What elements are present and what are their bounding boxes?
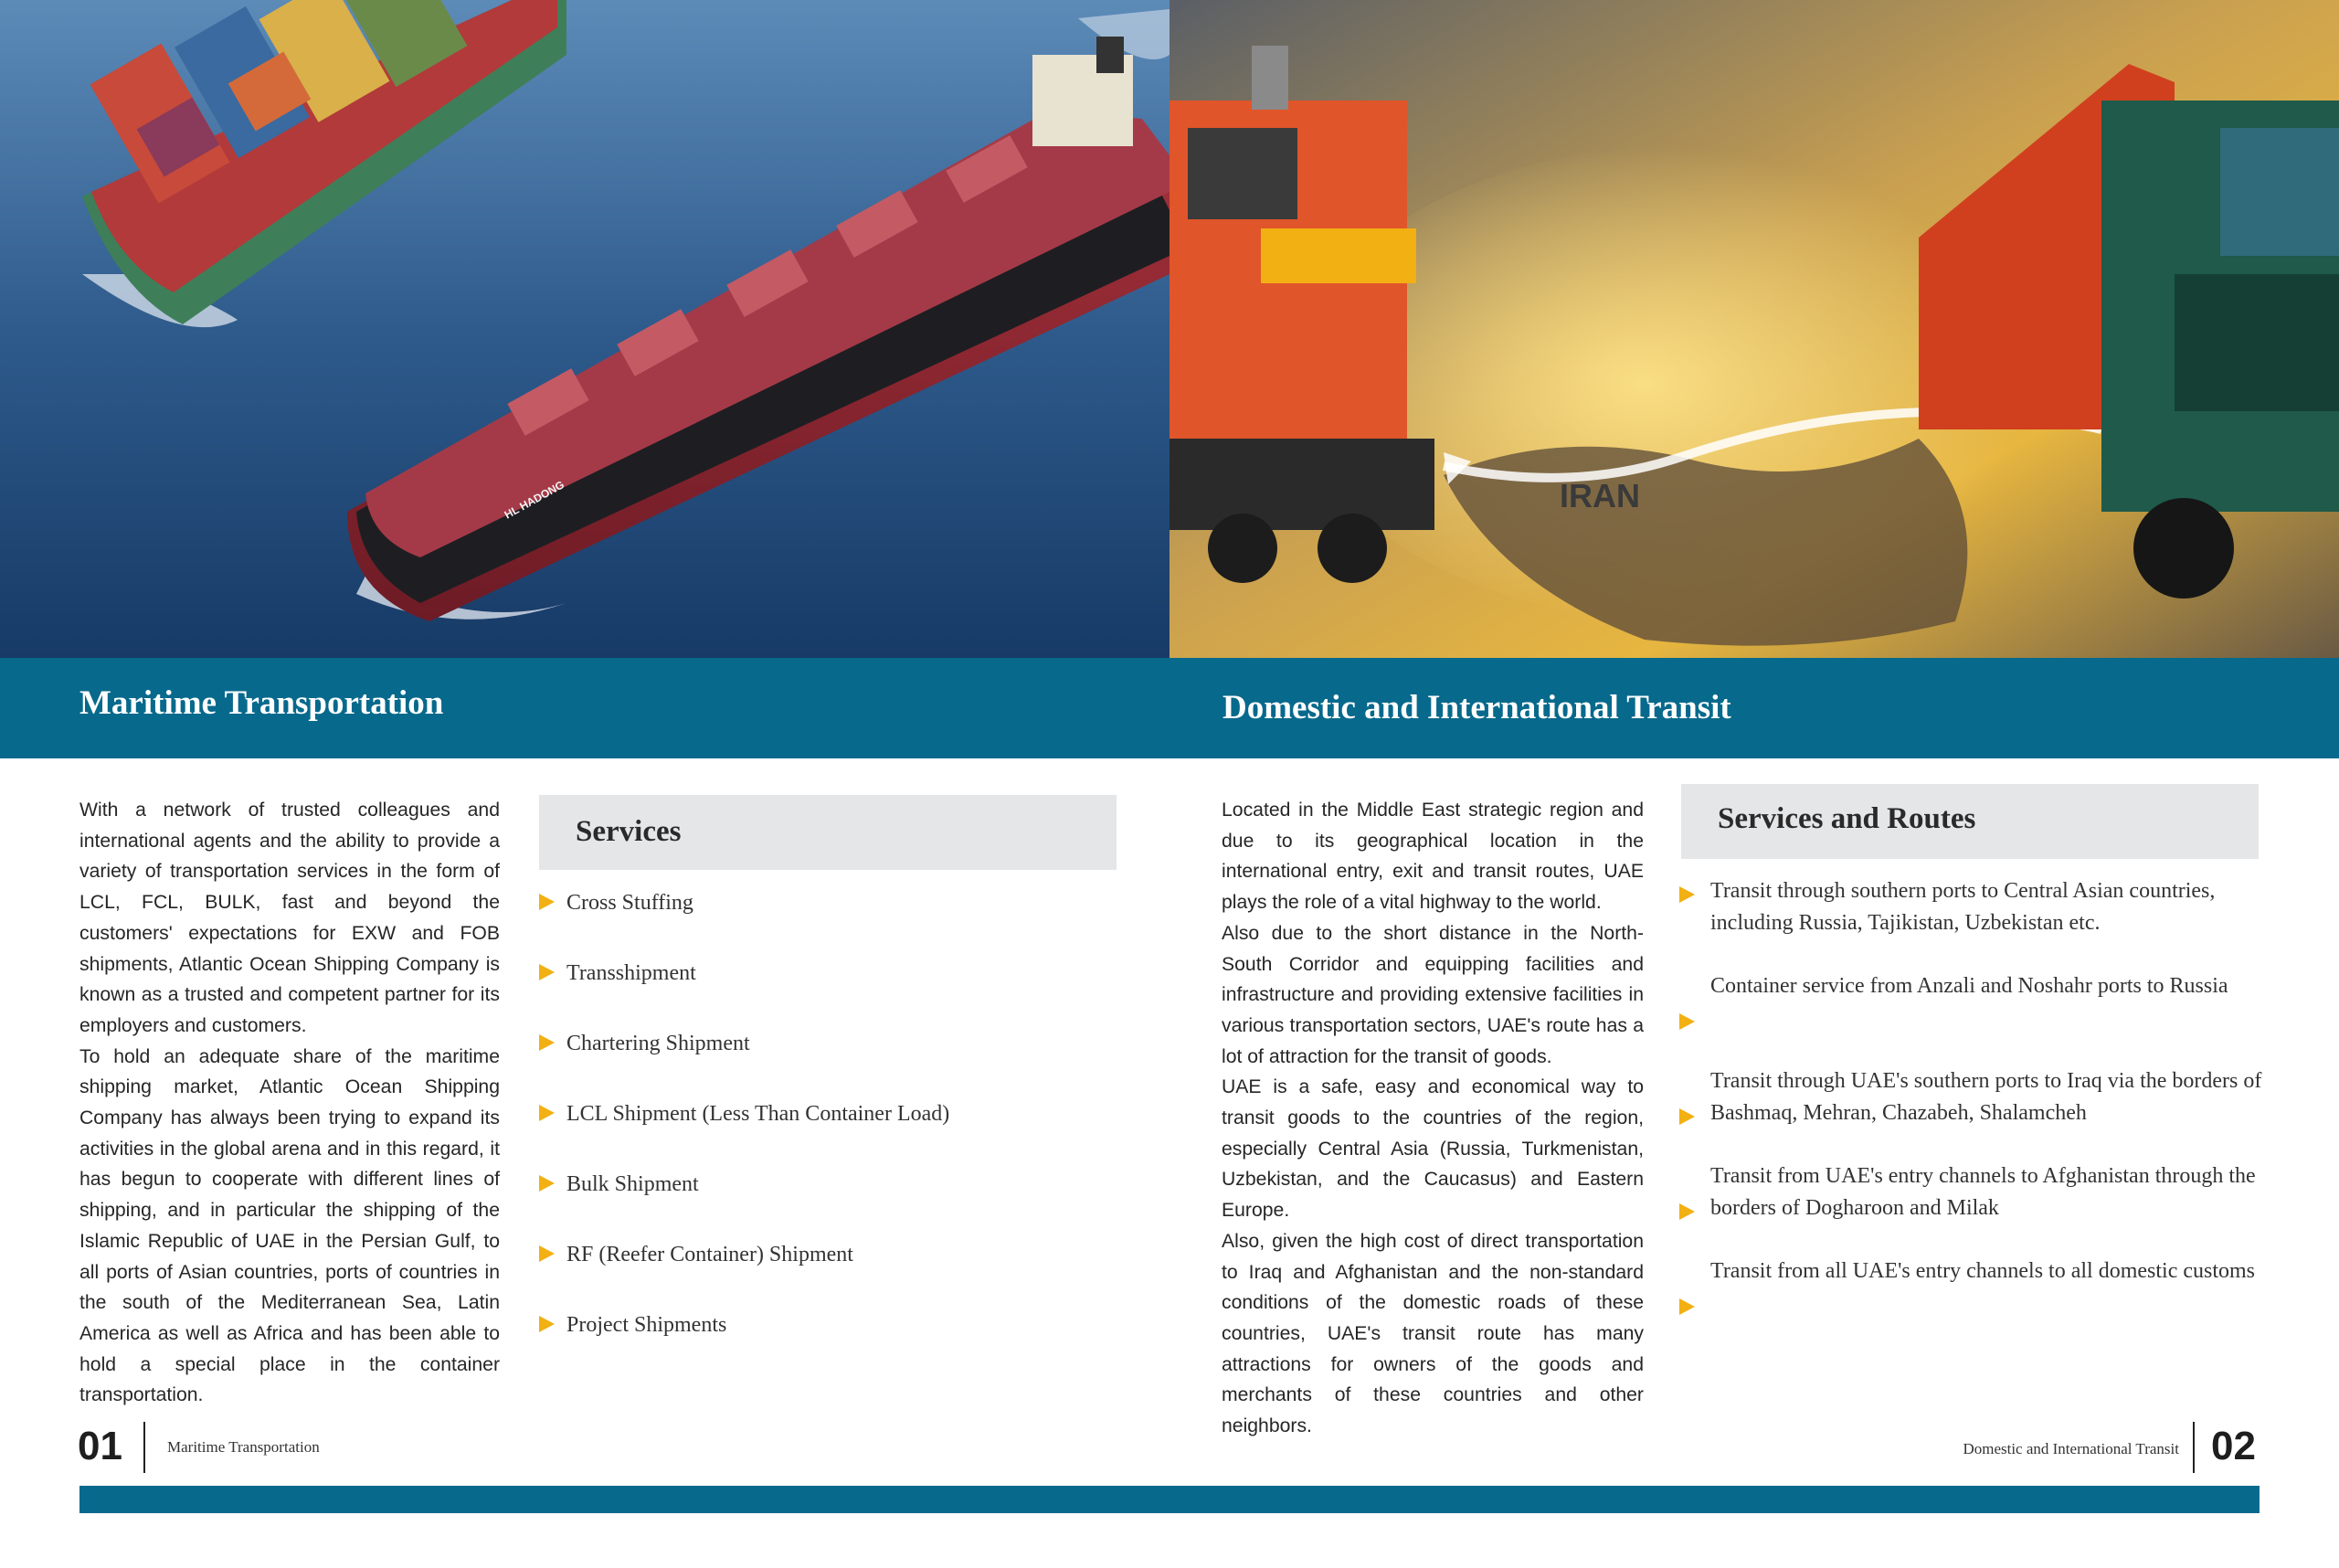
maritime-section-title: Maritime Transportation xyxy=(79,684,444,722)
triangle-bullet-icon xyxy=(539,1105,555,1121)
route-item xyxy=(1679,875,2264,970)
transit-paragraph: Located in the Middle East strategic region and due to its geographical location in the international entry, exit and transit routes, UAE plays the role of a vital highway to the world. xyxy=(1222,800,1644,914)
service-item-label: Cross Stuffing xyxy=(566,891,693,915)
page-number-left: 01 xyxy=(78,1424,122,1468)
service-item xyxy=(539,885,1142,955)
route-item-label: Transit through UAE's southern ports to Iraq via the borders of Bashmaq, Mehran, Chazabeh, Shalamcheh xyxy=(1710,1069,2262,1125)
triangle-bullet-icon xyxy=(1679,886,1695,903)
ship-name-label: HL HADONG xyxy=(502,478,566,522)
footer-bar xyxy=(79,1486,2260,1513)
service-item xyxy=(539,955,1142,1025)
service-item-label: Transshipment xyxy=(566,961,696,985)
service-item xyxy=(539,1096,1142,1166)
transit-paragraph: Also due to the short distance in the North- South Corridor and equipping facilities and infrastructure and providing extensive facilities in various transportation sectors, UAE's route has a lot of attraction for the transit of goods. xyxy=(1222,922,1644,1067)
maritime-title-band xyxy=(0,658,1170,758)
routes-list xyxy=(1679,875,2264,1351)
service-item-label: Project Shipments xyxy=(566,1313,727,1337)
service-item-label: Chartering Shipment xyxy=(566,1032,750,1055)
footer-label-right: Domestic and International Transit xyxy=(1963,1440,2179,1457)
transit-paragraph: Also, given the high cost of direct transportation to Iraq and Afghanistan and the non-standard conditions of the domestic roads of these countries, UAE's transit route has many attractions for owners of the goods and merchants of these countries and other neighbors. xyxy=(1222,1230,1644,1437)
route-item xyxy=(1679,1255,2264,1351)
services-list xyxy=(539,885,1142,1377)
triangle-bullet-icon xyxy=(539,894,555,910)
triangle-bullet-icon xyxy=(539,1245,555,1262)
route-item-label: Transit from all UAE's entry channels to all domestic customs xyxy=(1710,1259,2256,1283)
footer-divider-left xyxy=(143,1422,145,1473)
route-item xyxy=(1679,970,2264,1065)
route-item xyxy=(1679,1160,2264,1255)
triangle-bullet-icon xyxy=(1679,1203,1695,1220)
page-number-right: 02 xyxy=(2211,1424,2256,1468)
ships-illustration xyxy=(0,0,1170,658)
maritime-paragraph: With a network of trusted colleagues and international agents and the ability to provide a variety of transportation services in the form of LCL, FCL, BULK, fast and beyond the customers' expectations for EXW and FOB shipments, Atlantic Ocean Shipping Company is known as a trusted and competent partner for its employers and customers. xyxy=(79,800,500,1036)
services-heading: Services xyxy=(576,815,682,848)
services-heading-box xyxy=(539,795,1117,870)
triangle-bullet-icon xyxy=(539,1175,555,1192)
footer-label-left: Maritime Transportation xyxy=(167,1438,320,1456)
triangle-bullet-icon xyxy=(539,964,555,980)
maritime-paragraph: To hold an adequate share of the maritime shipping market, Atlantic Ocean Shipping Company has always been trying to expand its activities in the global arena and in this regard, it has begun to cooperate with different lines of shipping, and in particular the shipping of the Islamic Republic of UAE in the Persian Gulf, to all ports of Asian countries, ports of countries in the south of the Mediterranean Sea, Latin America as well as Africa and has been able to hold a special place in the container transportation. xyxy=(79,1045,500,1406)
route-item xyxy=(1679,1065,2264,1160)
service-item-label: Bulk Shipment xyxy=(566,1172,699,1196)
triangle-bullet-icon xyxy=(539,1034,555,1051)
service-item xyxy=(539,1166,1142,1236)
routes-heading: Services and Routes xyxy=(1718,802,1976,835)
triangle-bullet-icon xyxy=(1679,1013,1695,1030)
map-label-iran: IRAN xyxy=(1560,477,1640,514)
service-item xyxy=(539,1307,1142,1377)
triangle-bullet-icon xyxy=(1679,1108,1695,1125)
transit-hero-image xyxy=(1170,0,2339,658)
triangle-bullet-icon xyxy=(539,1316,555,1332)
triangle-bullet-icon xyxy=(1679,1298,1695,1315)
service-item xyxy=(539,1236,1142,1307)
maritime-hero-image xyxy=(0,0,1170,658)
transit-paragraph: UAE is a safe, easy and economical way to transit goods to the countries of the region, especially Central Asia (Russia, Turkmenistan, Uzbekistan, and the Caucasus) and Eastern Europe. xyxy=(1222,1076,1644,1222)
transit-title-band xyxy=(1170,658,2339,758)
routes-heading-box xyxy=(1681,784,2259,859)
service-item xyxy=(539,1025,1142,1096)
route-item-label: Transit from UAE's entry channels to Afghanistan through the borders of Dogharoon and Milak xyxy=(1710,1164,2256,1220)
footer-divider-right xyxy=(2193,1422,2195,1473)
maritime-description xyxy=(79,795,500,1411)
route-item-label: Container service from Anzali and Noshahr ports to Russia xyxy=(1710,974,2228,998)
service-item-label: LCL Shipment (Less Than Container Load) xyxy=(566,1102,950,1126)
transit-section-title: Domestic and International Transit xyxy=(1222,689,1731,726)
service-item-label: RF (Reefer Container) Shipment xyxy=(566,1243,853,1266)
transit-description xyxy=(1222,795,1644,1442)
route-item-label: Transit through southern ports to Central Asian countries, including Russia, Tajikistan, Uzbekistan etc. xyxy=(1710,879,2216,935)
transit-illustration xyxy=(1170,0,2339,658)
locomotive-graphic xyxy=(1170,46,1434,583)
